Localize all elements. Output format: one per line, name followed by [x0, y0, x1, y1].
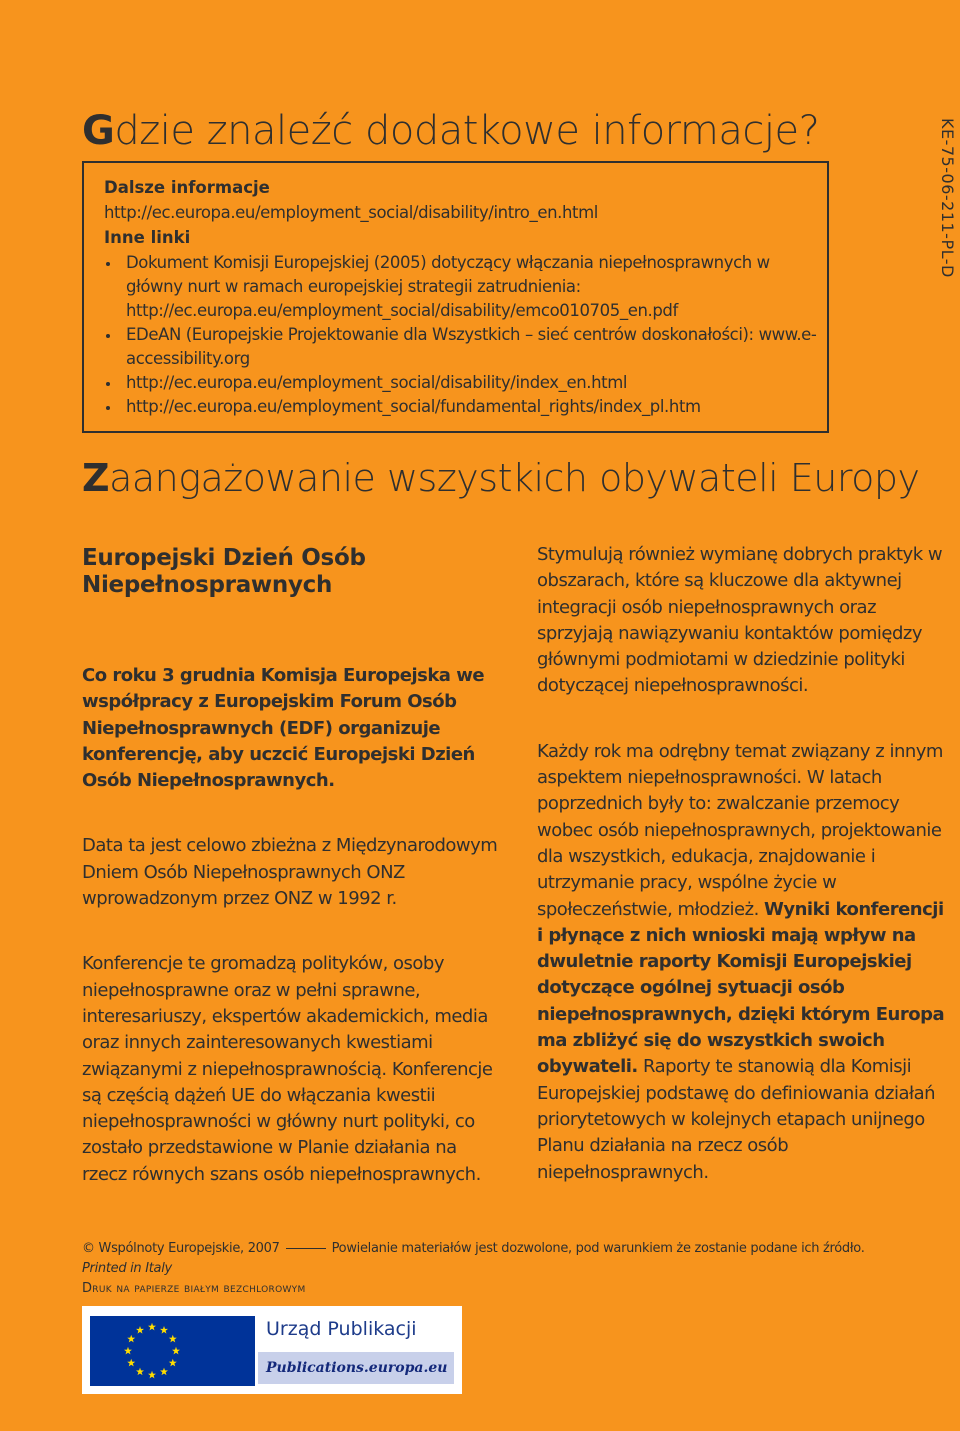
info-link-intro[interactable]: http://ec.europa.eu/employment_social/disability/intro_en.html — [104, 203, 598, 222]
themes-text: Każdy rok ma odrębny temat związany z innym aspektem niepełnosprawności. W latach poprzednich były to: zwalczanie przemocy wobec osób niepełnosprawnych, projektowanie dla wszystkich, edukacja, znajdowanie i utrzymanie pracy, wspólne życie w społeczeństwie, młodzież. — [537, 740, 943, 920]
right-column — [537, 542, 947, 1225]
eu-flag-icon — [90, 1316, 255, 1386]
paragraph-date: Data ta jest celowo zbieżna z Międzynarodowym Dniem Osób Niepełnosprawnych ONZ wprowadzonym przez ONZ w 1992 r. — [82, 835, 498, 910]
printed-in: Printed in Italy — [82, 1261, 172, 1276]
page-title — [82, 108, 819, 154]
section-title-rest: aangażowanie wszystkich obywateli Europy — [109, 456, 920, 500]
other-links-list — [104, 251, 827, 419]
paper-note: Druk na papierze białym bezchlorowym — [82, 1281, 306, 1296]
link-item-disability-index[interactable]: http://ec.europa.eu/employment_social/disability/index_en.html — [104, 371, 827, 395]
link-item-fundamental-rights[interactable]: http://ec.europa.eu/employment_social/fundamental_rights/index_pl.htm — [104, 395, 827, 419]
link-item-edean[interactable]: EDeAN (Europejskie Projektowanie dla Wszystkich – sieć centrów doskonałości): www.e-accessibility.org — [104, 323, 827, 371]
subtitle: Europejski Dzień Osób Niepełnosprawnych — [82, 545, 366, 598]
title-rest: dzie znaleźć dodatkowe informacje? — [114, 108, 820, 154]
footer — [82, 1239, 865, 1299]
catalogue-code: KE-75-06-211-PL-D — [938, 118, 957, 278]
publications-office-logo — [82, 1306, 462, 1394]
lead-paragraph: Co roku 3 grudnia Komisja Europejska we współpracy z Europejskim Forum Osób Niepełnosprawnych (EDF) organizuje konferencję, aby uczcić Europejski Dzień Osób Niepełnosprawnych. — [82, 665, 485, 792]
title-initial: G — [82, 108, 115, 154]
left-column — [82, 545, 502, 1227]
reports-text: Raporty te stanowią dla Komisji Europejskiej podstawę do definiowania działań priorytetowych w kolejnych etapach unijnego Planu działania na rzecz osób niepełnosprawnych. — [537, 1056, 936, 1183]
publisher-url[interactable]: Publications.europa.eu — [258, 1352, 454, 1384]
link-item-emco[interactable]: Dokument Komisji Europejskiej (2005) dotyczący włączania niepełnosprawnych w główny nurt w ramach europejskiej strategii zatrudnienia: http://ec.europa.eu/employment_social/disability/emco010705_en.pdf — [104, 251, 827, 323]
info-box — [82, 161, 829, 433]
paragraph-exchange: Stymulują również wymianę dobrych praktyk w obszarach, które są kluczowe dla aktywnej integracji osób niepełnosprawnych oraz sprzyjają nawiązywaniu kontaktów pomiędzy głównymi podmiotami w dziedzinie polityki dotyczącej niepełnosprawności. — [537, 544, 943, 697]
section-title — [82, 456, 920, 500]
dash-rule — [286, 1248, 326, 1249]
section-initial: Z — [82, 456, 110, 500]
paragraph-conferences: Konferencje te gromadzą polityków, osoby niepełnosprawne oraz w pełni sprawne, interesariuszy, ekspertów akademickich, media oraz innych zainteresowanych kwestiami związanymi z niepełnosprawnością. Konferencje są częścią dążeń UE do włączania kwestii niepełnosprawności w główny nurt polityki, co zostało przedstawione w Planie działania na rzecz równych szans osób niepełnosprawnych. — [82, 953, 493, 1185]
copyright-end: Powielanie materiałów jest dozwolone, pod warunkiem że zostanie podane ich źródło. — [331, 1241, 865, 1256]
copyright-start: © Wspólnoty Europejskie, 2007 — [82, 1241, 280, 1256]
info-heading-further: Dalsze informacje — [104, 178, 270, 197]
publisher-name: Urząd Publikacji — [266, 1318, 417, 1340]
info-heading-other-links: Inne linki — [104, 228, 191, 247]
paragraph-themes — [537, 739, 947, 1186]
copyright-line — [82, 1239, 865, 1259]
results-bold-text: Wyniki konferencji i płynące z nich wnioski mają wpływ na dwuletnie raporty Komisji Europejskiej dotyczące ogólnej sytuacji osób niepełnosprawnych, dzięki którym Europa ma zbliżyć się do wszystkich swoich obywateli. — [537, 898, 945, 1078]
